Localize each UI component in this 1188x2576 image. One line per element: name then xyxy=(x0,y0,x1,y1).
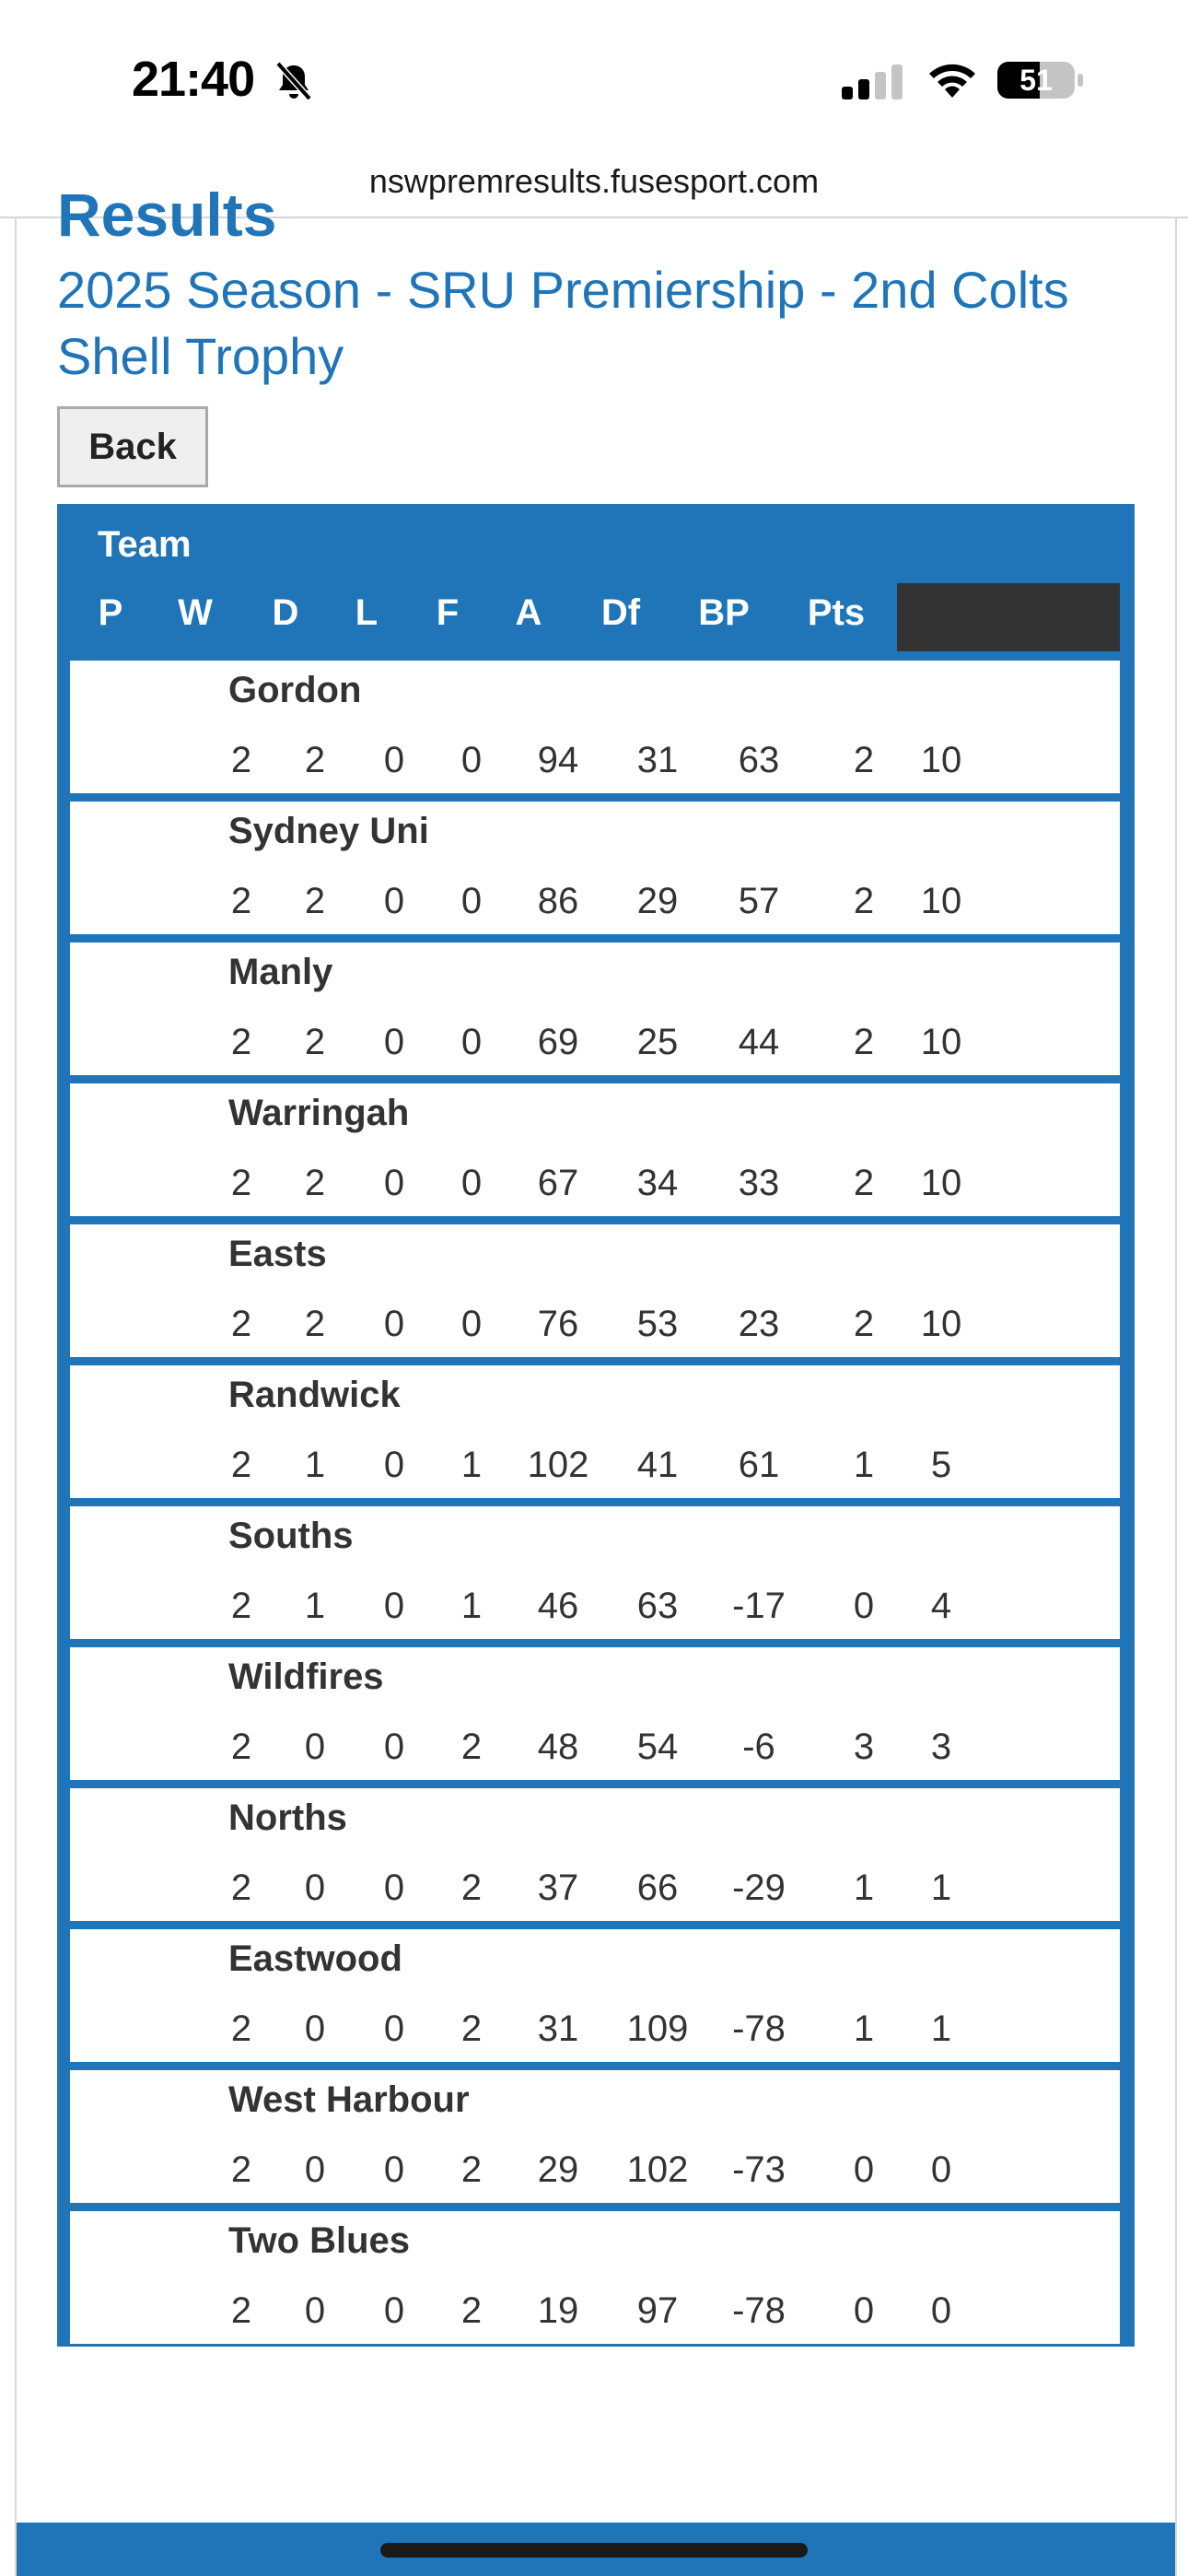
stat-p: 2 xyxy=(230,740,252,780)
stat-a: 34 xyxy=(636,1163,679,1203)
table-row xyxy=(70,943,1120,1075)
stat-df: -17 xyxy=(732,1586,786,1626)
back-button[interactable]: Back xyxy=(57,406,208,487)
url-text: nswpremresults.fusesport.com xyxy=(368,162,820,200)
stat-l: 1 xyxy=(460,1586,483,1626)
team-name: Norths xyxy=(228,1797,347,1838)
stat-pts: 4 xyxy=(930,1586,952,1626)
column-header-d: D xyxy=(272,592,299,633)
stat-p: 2 xyxy=(230,1868,252,1908)
stat-l: 2 xyxy=(460,2290,483,2331)
stat-bp: 2 xyxy=(853,1163,875,1203)
table-row xyxy=(70,1083,1120,1216)
stat-df: 44 xyxy=(738,1022,780,1062)
stat-df: 63 xyxy=(738,740,780,780)
stat-a: 25 xyxy=(636,1022,679,1062)
column-header-bp: BP xyxy=(698,592,750,633)
stat-f: 69 xyxy=(537,1022,579,1062)
table-row xyxy=(70,1788,1120,1921)
stat-w: 1 xyxy=(304,1586,326,1626)
stat-l: 0 xyxy=(460,881,483,921)
table-row xyxy=(70,802,1120,934)
stat-pts: 10 xyxy=(920,1304,962,1344)
stat-d: 0 xyxy=(383,1586,405,1626)
stat-p: 2 xyxy=(230,1163,252,1203)
stat-d: 0 xyxy=(383,1727,405,1767)
stat-w: 0 xyxy=(304,2008,326,2049)
team-name: Manly xyxy=(228,952,333,992)
stat-df: -78 xyxy=(732,2008,786,2049)
bell-muted-icon xyxy=(273,60,315,102)
stat-pts: 1 xyxy=(930,1868,952,1908)
stat-pts: 0 xyxy=(930,2290,952,2331)
stat-p: 2 xyxy=(230,1727,252,1767)
table-header xyxy=(57,504,1135,651)
stat-bp: 0 xyxy=(853,1586,875,1626)
stat-df: 57 xyxy=(738,881,780,921)
column-header-w: W xyxy=(178,592,213,633)
stat-w: 0 xyxy=(304,1727,326,1767)
stat-pts: 1 xyxy=(930,2008,952,2049)
stat-bp: 3 xyxy=(853,1727,875,1767)
team-name: Randwick xyxy=(228,1375,401,1415)
column-header-pts: Pts xyxy=(807,592,866,633)
stat-f: 31 xyxy=(537,2008,579,2049)
stat-bp: 2 xyxy=(853,1022,875,1062)
stat-w: 2 xyxy=(304,881,326,921)
stat-w: 1 xyxy=(304,1445,326,1485)
stat-l: 2 xyxy=(460,1868,483,1908)
competition-title: 2025 Season - SRU Premiership - 2nd Colts Shell Trophy xyxy=(57,261,1069,385)
stat-df: -29 xyxy=(732,1868,786,1908)
table-row xyxy=(70,661,1120,793)
stat-bp: 1 xyxy=(853,1868,875,1908)
standings-table xyxy=(57,504,1135,2347)
stat-f: 67 xyxy=(537,1163,579,1203)
stat-bp: 2 xyxy=(853,881,875,921)
stat-d: 0 xyxy=(383,881,405,921)
stat-d: 0 xyxy=(383,740,405,780)
column-header-f: F xyxy=(436,592,460,633)
stat-a: 66 xyxy=(636,1868,679,1908)
table-row xyxy=(70,1647,1120,1780)
stat-a: 97 xyxy=(636,2290,679,2331)
stat-bp: 2 xyxy=(853,1304,875,1344)
stat-pts: 0 xyxy=(930,2149,952,2190)
stat-f: 48 xyxy=(537,1727,579,1767)
team-name: Easts xyxy=(228,1234,327,1274)
status-bar xyxy=(0,0,1188,161)
stat-pts: 10 xyxy=(920,1163,962,1203)
stat-d: 0 xyxy=(383,1022,405,1062)
stat-df: -73 xyxy=(732,2149,786,2190)
stat-df: 23 xyxy=(738,1304,780,1344)
stat-l: 0 xyxy=(460,1304,483,1344)
stat-bp: 1 xyxy=(853,2008,875,2049)
stat-l: 0 xyxy=(460,1163,483,1203)
stat-f: 94 xyxy=(537,740,579,780)
stat-p: 2 xyxy=(230,881,252,921)
stat-pts: 10 xyxy=(920,740,962,780)
stat-w: 2 xyxy=(304,1304,326,1344)
stat-a: 54 xyxy=(636,1727,679,1767)
table-row xyxy=(70,2070,1120,2203)
stat-d: 0 xyxy=(383,1304,405,1344)
stat-d: 0 xyxy=(383,1163,405,1203)
stat-l: 2 xyxy=(460,2008,483,2049)
stat-pts: 3 xyxy=(930,1727,952,1767)
stat-a: 53 xyxy=(636,1304,679,1344)
stat-l: 0 xyxy=(460,740,483,780)
column-header-team: Team xyxy=(98,524,192,565)
stat-bp: 0 xyxy=(853,2290,875,2331)
team-name: Souths xyxy=(228,1516,354,1556)
table-row xyxy=(70,1506,1120,1639)
stat-f: 19 xyxy=(537,2290,579,2331)
stat-p: 2 xyxy=(230,2290,252,2331)
stat-d: 0 xyxy=(383,1868,405,1908)
stat-f: 29 xyxy=(537,2149,579,2190)
stat-w: 2 xyxy=(304,1163,326,1203)
table-row xyxy=(70,1224,1120,1357)
team-name: West Harbour xyxy=(228,2079,470,2120)
stat-d: 0 xyxy=(383,2290,405,2331)
battery-icon xyxy=(996,59,1085,101)
stat-pts: 10 xyxy=(920,881,962,921)
stat-p: 2 xyxy=(230,1304,252,1344)
team-name: Gordon xyxy=(228,670,362,710)
table-row xyxy=(70,1929,1120,2062)
stat-p: 2 xyxy=(230,2149,252,2190)
stat-pts: 10 xyxy=(920,1022,962,1062)
stat-bp: 2 xyxy=(853,740,875,780)
team-name: Warringah xyxy=(228,1093,410,1133)
stat-f: 76 xyxy=(537,1304,579,1344)
stat-df: -78 xyxy=(732,2290,786,2331)
stat-f: 37 xyxy=(537,1868,579,1908)
stat-w: 0 xyxy=(304,2149,326,2190)
team-name: Two Blues xyxy=(228,2220,411,2261)
stat-l: 0 xyxy=(460,1022,483,1062)
status-time: 21:40 xyxy=(132,52,255,107)
stat-w: 2 xyxy=(304,740,326,780)
cellular-signal-icon xyxy=(840,63,904,100)
stat-d: 0 xyxy=(383,2008,405,2049)
stat-df: 33 xyxy=(738,1163,780,1203)
stat-f: 86 xyxy=(537,881,579,921)
stat-f: 46 xyxy=(537,1586,579,1626)
stat-l: 1 xyxy=(460,1445,483,1485)
team-name: Wildfires xyxy=(228,1657,384,1697)
stat-w: 0 xyxy=(304,1868,326,1908)
stat-w: 2 xyxy=(304,1022,326,1062)
table-row xyxy=(70,1365,1120,1498)
column-header-l: L xyxy=(355,592,379,633)
team-name: Sydney Uni xyxy=(228,811,429,851)
stat-p: 2 xyxy=(230,1586,252,1626)
stat-a: 29 xyxy=(636,881,679,921)
column-header-p: P xyxy=(98,592,123,633)
stat-a: 102 xyxy=(626,2149,689,2190)
stat-w: 0 xyxy=(304,2290,326,2331)
stat-p: 2 xyxy=(230,1022,252,1062)
stat-a: 63 xyxy=(636,1586,679,1626)
stat-a: 41 xyxy=(636,1445,679,1485)
stat-d: 0 xyxy=(383,2149,405,2190)
header-empty-cell xyxy=(897,583,1120,651)
home-indicator[interactable] xyxy=(380,2543,808,2558)
stat-d: 0 xyxy=(383,1445,405,1485)
stat-l: 2 xyxy=(460,1727,483,1767)
stat-f: 102 xyxy=(527,1445,589,1485)
stat-pts: 5 xyxy=(930,1445,952,1485)
battery-level: 51 xyxy=(1019,64,1053,97)
stat-bp: 1 xyxy=(853,1445,875,1485)
stat-a: 109 xyxy=(626,2008,689,2049)
stat-a: 31 xyxy=(636,740,679,780)
stat-df: -6 xyxy=(742,1727,775,1767)
stat-l: 2 xyxy=(460,2149,483,2190)
page-heading: Results xyxy=(57,181,277,249)
column-header-df: Df xyxy=(600,592,641,633)
stat-p: 2 xyxy=(230,2008,252,2049)
column-header-a: A xyxy=(515,592,542,633)
stat-bp: 0 xyxy=(853,2149,875,2190)
table-row xyxy=(70,2211,1120,2344)
team-name: Eastwood xyxy=(228,1938,402,1979)
wifi-icon xyxy=(925,57,980,100)
stat-df: 61 xyxy=(738,1445,780,1485)
stat-p: 2 xyxy=(230,1445,252,1485)
